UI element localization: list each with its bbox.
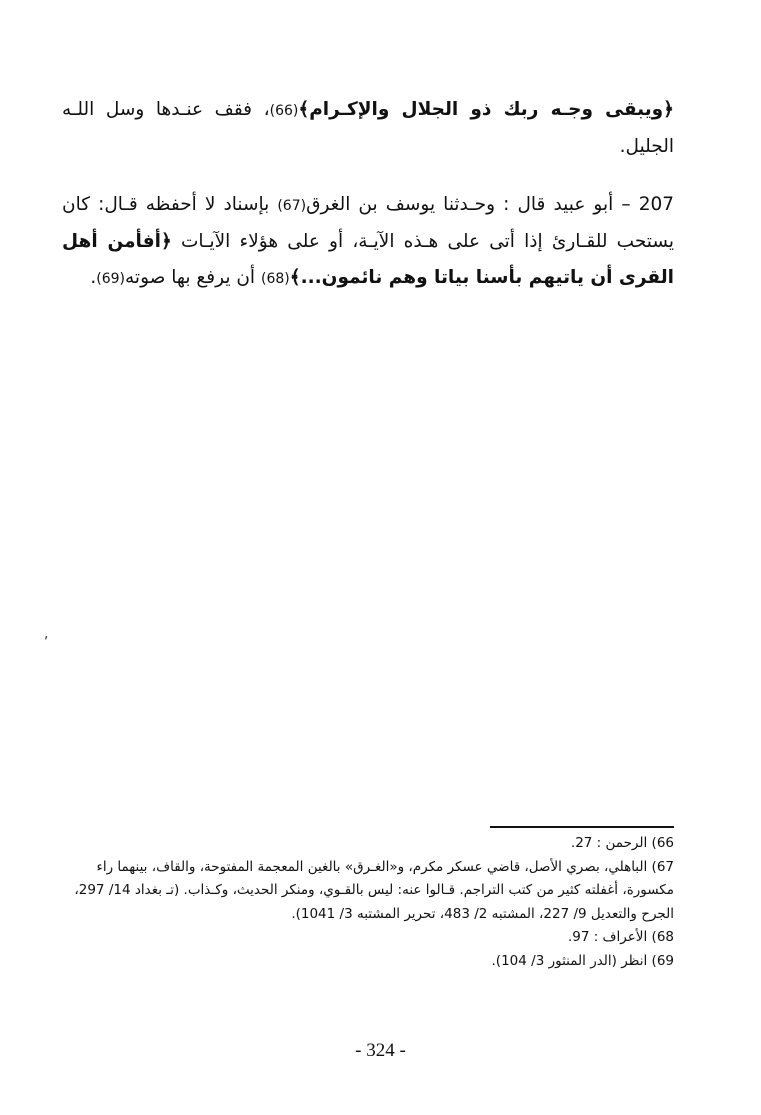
paragraph-2-text-end: أن يرفع بها صوته <box>125 267 261 288</box>
quran-verse-2: ﴿أفأمن أهل القرى أن ياتيهم بأسنا بياتا وهم نائمون...﴾ <box>62 231 674 288</box>
footnote-67: 67) الباهلي، بصري الأصل، قاضي عسكر مكرم، و«الغـرق» بالغين المعجمة المفتوحة، والقاف، بينهما راء مكسورة، أغفلته كثير من كتب التراجم. قـالوا عنه: ليس بالقـوي، ومنكر الحديث، وكـذاب. (تـ بغداد 14/ 297، الجرح والتعديل 9/ 227، المشتبه 2/ 483، تحرير المشتبه 3/ 1041). <box>74 858 674 922</box>
footnote-ref-67: (67) <box>277 198 307 214</box>
paragraph-2 <box>62 187 674 297</box>
paragraph-1-text: ، فقف عنـدها وسل اللـه الجليل. <box>62 99 674 157</box>
quran-verse-1: ﴿ويبقى وجـه ربك ذو الجلال والإكـرام﴾ <box>298 99 674 120</box>
page-number: - 324 - <box>355 1040 406 1061</box>
footnote-ref-69: (69) <box>96 271 126 287</box>
footnote-68: 68) الأعراف : 97. <box>567 929 674 945</box>
paragraph-1 <box>62 92 674 165</box>
main-text <box>62 92 674 297</box>
footnote-69: 69) انظر (الدر المنثور 3/ 104). <box>491 952 674 969</box>
paragraph-2-text-mid: بإسناد لا أحفظه قـال: كان يستحب للقـارئ إذا أتى على هـذه الآيـة، أو على هؤلاء الآيـات <box>62 194 674 252</box>
footnote-ref-68: (68) <box>260 271 290 287</box>
footnote-ref-66: (66) <box>269 103 299 119</box>
footnote-66: 66) الرحمن : 27. <box>570 835 674 851</box>
scan-speck: , <box>44 626 49 642</box>
footnotes-section <box>62 832 674 973</box>
paragraph-2-period: . <box>90 267 97 288</box>
footnote-divider <box>490 826 674 828</box>
paragraph-2-text-start: 207 – أبو عبيد قال : وحـدثنا يوسف بن الغرق <box>306 194 674 215</box>
